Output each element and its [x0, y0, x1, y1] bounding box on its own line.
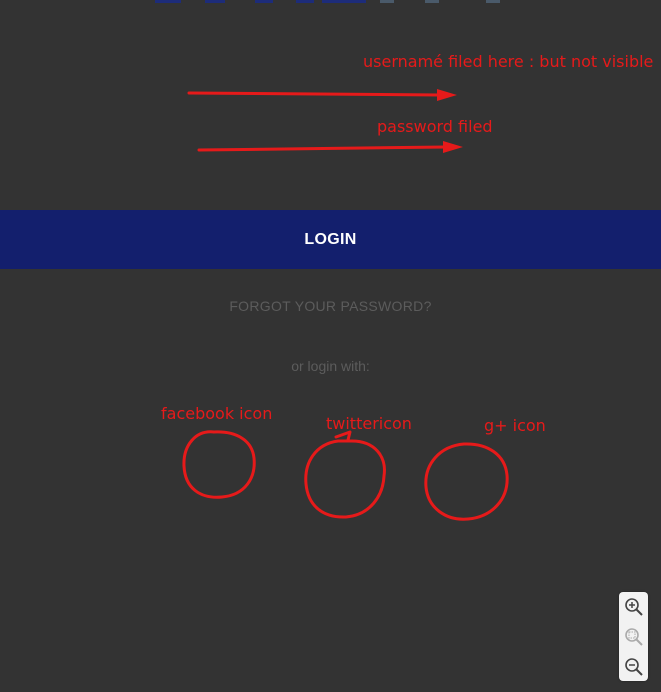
gplus-annotation: g+ icon [484, 416, 546, 435]
zoom-in-icon [624, 597, 644, 617]
gplus-circle [426, 444, 507, 519]
zoom-in-button[interactable] [619, 592, 648, 621]
login-button-label: LOGIN [304, 230, 357, 248]
forgot-password-link[interactable]: FORGOT YOUR PASSWORD? [229, 298, 432, 314]
arrow-password [199, 147, 446, 150]
zoom-controls [619, 592, 648, 681]
twitter-circle [306, 441, 385, 517]
zoom-out-button[interactable] [619, 652, 648, 681]
arrowhead-username [437, 89, 457, 101]
zoom-out-icon [624, 657, 644, 677]
arrow-username [189, 93, 440, 95]
zoom-reset-button[interactable] [619, 622, 648, 651]
arrowhead-password [443, 141, 463, 153]
twitter-annotation: twittericon [326, 414, 412, 433]
twitter-squiggle [336, 432, 350, 440]
or-login-with-label: or login with: [291, 358, 370, 374]
password-annotation: password filed [377, 117, 493, 136]
facebook-annotation: facebook icon [161, 404, 273, 423]
username-annotation: usernamé filed here : but not visible [363, 52, 654, 71]
zoom-reset-icon [624, 627, 644, 647]
facebook-circle [184, 432, 254, 497]
